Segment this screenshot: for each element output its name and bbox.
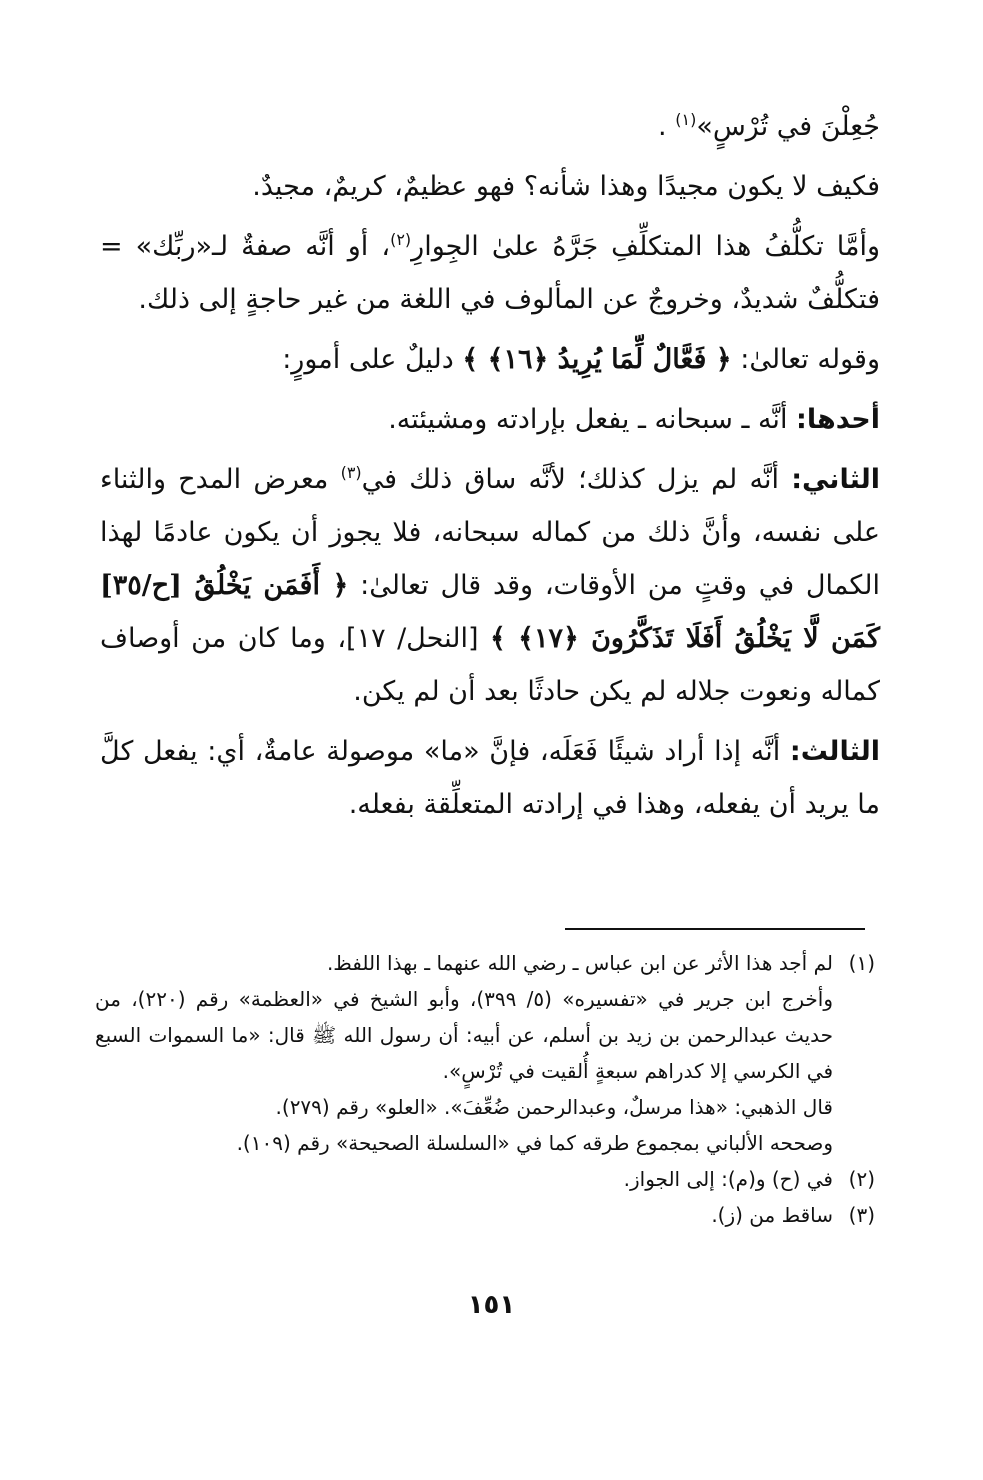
footnote-ref-2[interactable]: (٢) (390, 230, 412, 249)
paragraph-3 (100, 220, 880, 326)
footnote-line: ساقط من (ز). (711, 1203, 833, 1227)
paragraph-text: وأمَّا تكلُّفُ هذا المتكلِّفِ جَرَّهُ علىٰ الجِوارِ (411, 231, 880, 262)
main-text (100, 100, 880, 831)
paragraph-text: أنَّه لم يزل كذلك؛ لأنَّه ساق ذلك في (361, 464, 792, 495)
point-heading: الثالث: (789, 736, 880, 767)
quran-verse: ﴿ فَعَّالٌ لِّمَا يُرِيدُ ﴿١٦﴾ ﴾ (462, 344, 732, 375)
paragraph-1 (100, 100, 880, 153)
footnote-line: في (ح) و(م): إلى الجواز. (623, 1167, 833, 1191)
paragraph-text: معرض المدح والثناء على نفسه، وأنَّ ذلك من كماله سبحانه، فلا يجوز أن يكون عادمًا لهذا الكمال في وقتٍ من الأوقات، وقد قال تعالىٰ: (100, 464, 880, 601)
footnote-number: (٢) (848, 1167, 875, 1191)
footnote-body (95, 1197, 833, 1233)
paragraph-text: دليلٌ على أمورٍ: (282, 344, 463, 375)
paragraph-4 (100, 333, 880, 386)
footnote-number: (١) (848, 951, 875, 975)
paragraph-7 (100, 725, 880, 831)
paragraph-text: جُعِلْنَ في تُرْسٍ» (696, 111, 880, 142)
paragraph-text: ، أو أنَّه صفةٌ لـ«ربِّك» = فتكلُّفٌ شديدٌ، وخروجٌ عن المألوف في اللغة من غير حاجةٍ إلى ذلك. (100, 231, 880, 315)
footnote-separator (565, 928, 865, 930)
footnote-number: (٣) (848, 1203, 875, 1227)
footnote-line: وصححه الألباني بمجموع طرقه كما في «السلسلة الصحيحة» رقم (١٠٩). (236, 1131, 833, 1155)
footnote-ref-3[interactable]: (٣) (340, 463, 362, 482)
point-heading: أحدها: (796, 404, 880, 435)
paragraph-end: . (658, 111, 676, 142)
page-number: ١٥١ (467, 1290, 516, 1320)
footnote-line: لم أجد هذا الأثر عن ابن عباس ـ رضي الله عنهما ـ بهذا اللفظ. (326, 951, 833, 975)
paragraph-text: أنَّه إذا أراد شيئًا فَعَلَه، فإنَّ «ما» موصولة عامةٌ، أي: يفعل كلَّ ما يريد أن يفعله، وهذا في إرادته المتعلِّقة بفعله. (100, 736, 880, 820)
footnote-2 (95, 1161, 875, 1197)
footnote-line: قال الذهبي: «هذا مرسلٌ، وعبدالرحمن ضُعِّفَ». «العلو» رقم (٢٧٩). (275, 1095, 833, 1119)
paragraph-6 (100, 453, 880, 718)
footnote-body (95, 945, 833, 1161)
footnote-1 (95, 945, 875, 1161)
footnote-body (95, 1161, 833, 1197)
paragraph-text: أنَّه ـ سبحانه ـ يفعل بإرادته ومشيئته. (388, 404, 797, 435)
paragraph-text: وقوله تعالىٰ: (731, 344, 880, 375)
footnote-3 (95, 1197, 875, 1233)
paragraph-5 (100, 393, 880, 446)
paragraph-2: فكيف لا يكون مجيدًا وهذا شأنه؟ فهو عظيمٌ، كريمٌ، مجيدٌ. (252, 171, 880, 202)
footnotes (95, 945, 875, 1233)
footnote-ref-1[interactable]: (١) (675, 110, 697, 129)
quran-verse: ﴿ أَفَمَن يَخْلُقُ [ح/٣٥] كَمَن لَّا يَخْلُقُ أَفَلَا تَذَكَّرُونَ ﴿١٧﴾ ﴾ (100, 570, 880, 654)
point-heading: الثاني: (791, 464, 880, 495)
paragraph-text: [النحل/ ١٧]، وما كان من أوصاف كماله ونعوت جلاله لم يكن حادثًا بعد أن لم يكن. (100, 623, 880, 707)
footnote-line: وأخرج ابن جرير في «تفسيره» (٥/ ٣٩٩)، وأبو الشيخ في «العظمة» رقم (٢٢٠)، من حديث عبدالرحمن بن زيد بن أسلم، عن أبيه: أن رسول الله ﷺ قال: «ما السموات السبع في الكرسي إلا كدراهم سبعةٍ أُلقيت في تُرْسٍ». (95, 987, 833, 1083)
